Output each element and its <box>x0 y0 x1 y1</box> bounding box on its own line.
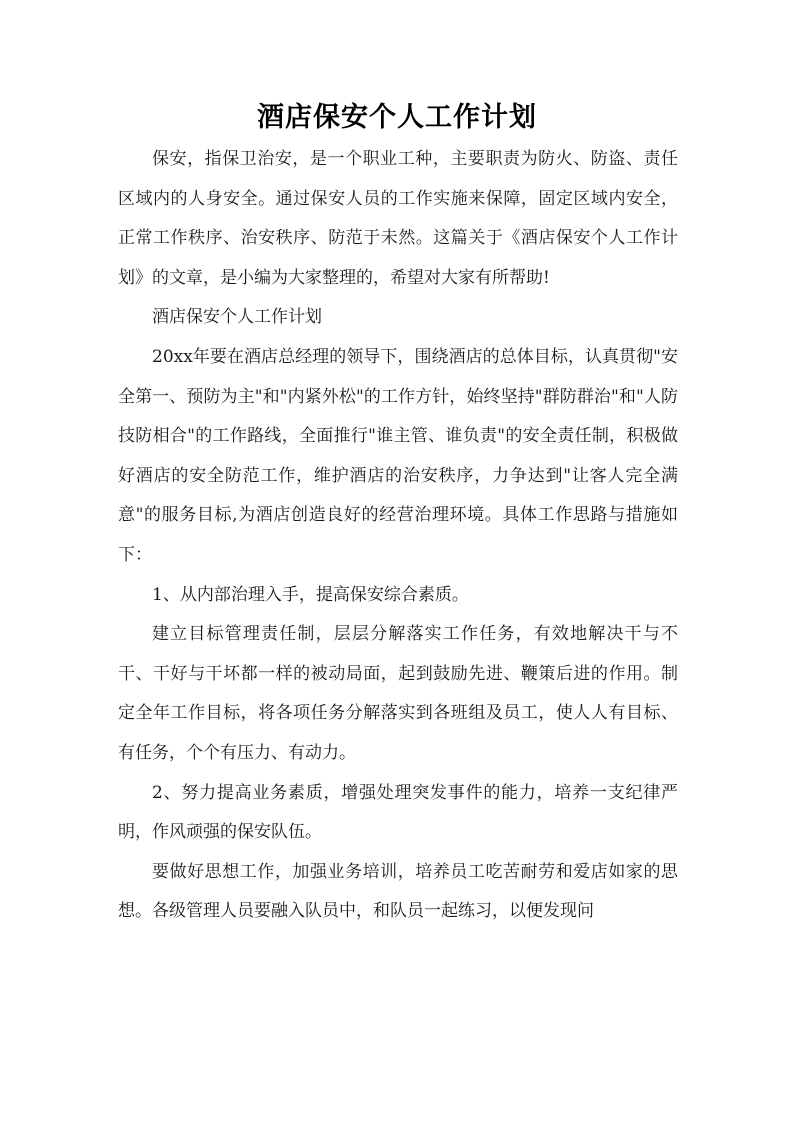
document-body <box>118 140 678 932</box>
document-title: 酒店保安个人工作计划 <box>257 102 537 133</box>
paragraph-overview: 20xx年要在酒店总经理的领导下，围绕酒店的总体目标，认真贯彻"安全第一、预防为主"和"内紧外松"的工作方针，始终坚持"群防群治"和"人防技防相合"的工作路线，全面推行"谁主管、谁负责"的安全责任制，积极做好酒店的安全防范工作，维护酒店的治安秩序，力争达到"让客人完全满意"的服务目标,为酒店创造良好的经营治理环境。具体工作思路与措施如下： <box>118 346 678 565</box>
paragraph-point-2: 2、努力提高业务素质，增强处理突发事件的能力，培养一支纪律严明，作风顽强的保安队伍。 <box>118 782 678 843</box>
paragraph-point-2-detail: 要做好思想工作，加强业务培训，培养员工吃苦耐劳和爱店如家的思想。各级管理人员要融入队员中，和队员一起练习，以便发现问 <box>118 861 678 922</box>
paragraph-point-1: 1、从内部治理入手，提高保安综合素质。 <box>152 584 469 605</box>
paragraph-point-1-detail: 建立目标管理责任制，层层分解落实工作任务，有效地解决干与不干、干好与干坏都一样的被动局面，起到鼓励先进、鞭策后进的作用。制定全年工作目标，将各项任务分解落实到各班组及员工，使人人有目标、有任务，个个有压力、有动力。 <box>118 624 678 763</box>
paragraph-subheading: 酒店保安个人工作计划 <box>152 307 322 328</box>
paragraph-intro: 保安，指保卫治安，是一个职业工种，主要职责为防火、防盗、责任区域内的人身安全。通过保安人员的工作实施来保障，固定区域内安全，正常工作秩序、治安秩序、防范于未然。这篇关于《酒店保安个人工作计划》的文章，是小编为大家整理的，希望对大家有所帮助! <box>118 149 678 288</box>
